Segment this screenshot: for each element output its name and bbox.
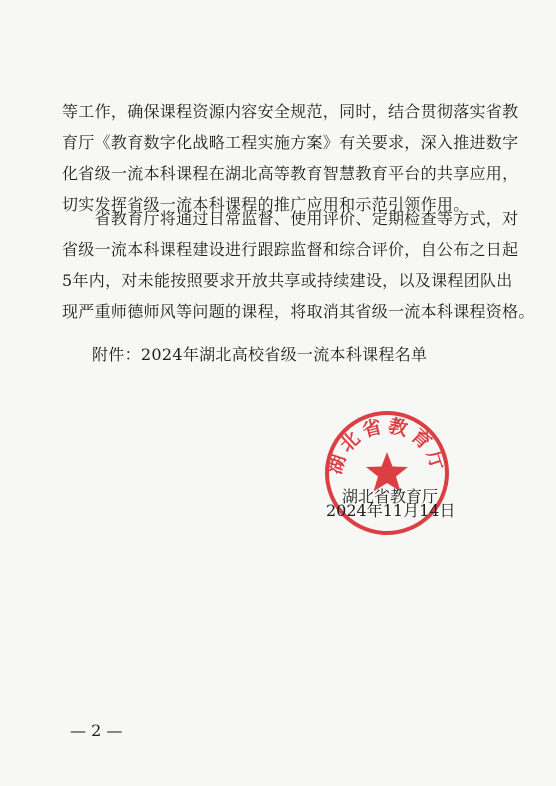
attachment-line: 附件：2024年湖北高校省级一流本科课程名单 bbox=[92, 345, 428, 364]
text-line: 省教育厅将通过日常监督、使用评价、定期检查等方式，对 bbox=[62, 209, 519, 228]
text-line: 5年内，对未能按照要求开放共享或持续建设，以及课程团队出 bbox=[62, 271, 513, 290]
text-line: 等工作，确保课程资源内容安全规范，同时，结合贯彻落实省教 bbox=[62, 102, 519, 121]
body-paragraph-2 bbox=[62, 203, 535, 327]
page-number: — 2 — bbox=[70, 721, 123, 740]
body-paragraph-1 bbox=[62, 96, 519, 220]
text-line: 省级一流本科课程建设进行跟踪监督和综合评价，自公布之日起 bbox=[62, 240, 519, 259]
svg-text:湖北省教育厅: 湖北省教育厅 bbox=[323, 414, 451, 477]
text-line: 化省级一流本科课程在湖北高等教育智慧教育平台的共享应用， bbox=[62, 164, 519, 183]
signature-organization: 湖北省教育厅 bbox=[342, 487, 439, 506]
signature-date: 2024年11月14日 bbox=[326, 501, 456, 520]
text-line: 现严重师德师风等问题的课程，将取消其省级一流本科课程资格。 bbox=[62, 302, 535, 321]
text-line: 育厅《教育数字化战略工程实施方案》有关要求，深入推进数字 bbox=[62, 133, 519, 152]
text-line: 切实发挥省级一流本科课程的推广应用和示范引领作用。 bbox=[62, 195, 470, 214]
